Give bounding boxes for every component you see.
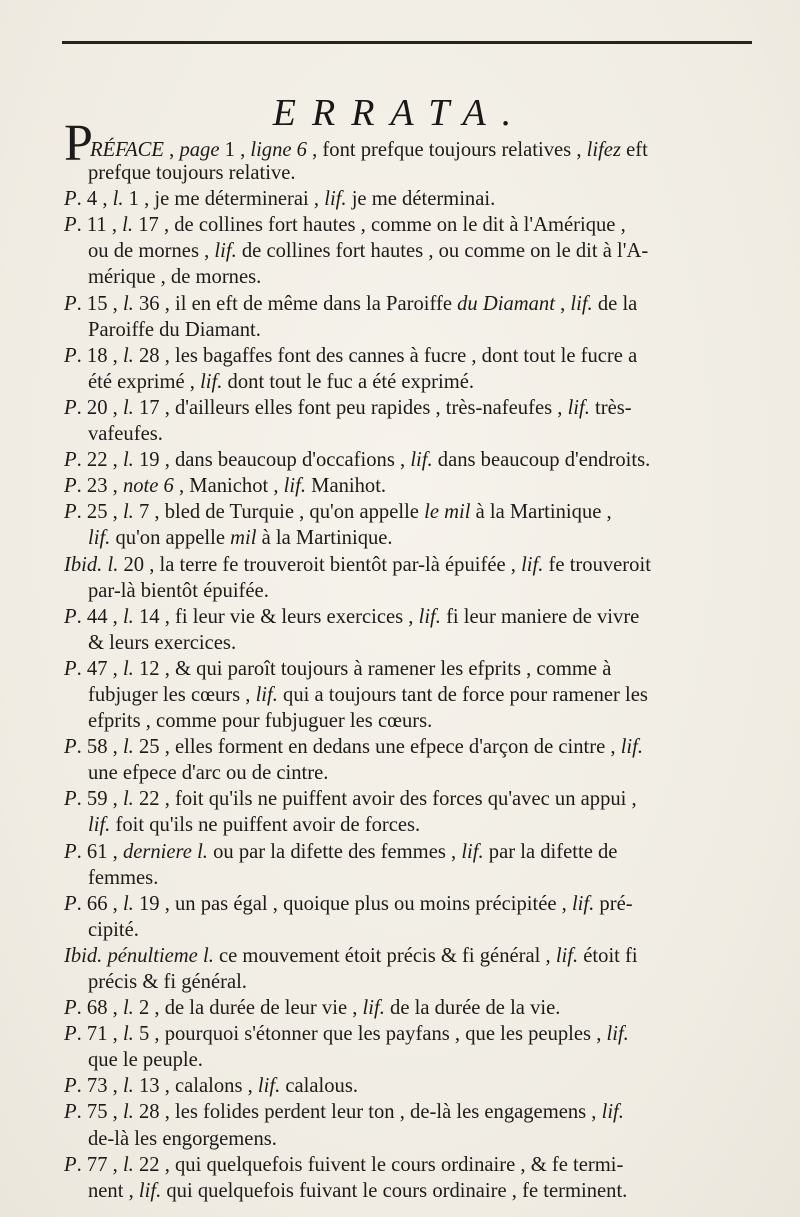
errata-text-segment: qui a toujours tant de force pour ramener les (277, 683, 648, 706)
errata-text-segment: P (64, 788, 77, 811)
errata-text-segment: eft (620, 139, 648, 161)
errata-text-segment: 17 , de collines fort hautes , comme on le dit à l'Amérique , (133, 214, 626, 237)
errata-text-segment: P (64, 997, 77, 1020)
errata-text-segment: pré- (594, 892, 633, 915)
errata-text-segment: 19 , un pas égal , quoique plus ou moins précipitée , (133, 892, 572, 915)
errata-text-segment: une efpece d'arc ou de cintre. (88, 762, 329, 785)
errata-text-segment: lif. (255, 683, 278, 706)
errata-text-segment: dans beaucoup d'endroits. (432, 449, 651, 472)
errata-text-segment: fi leur maniere de vivre (440, 605, 640, 628)
errata-text-segment: lif. (555, 944, 579, 967)
errata-text-segment: l. (122, 788, 134, 811)
errata-text-segment: lif. (567, 396, 590, 419)
errata-line (64, 969, 764, 995)
errata-text-segment: 12 , & qui paroît toujours à ramener les efprits , comme à (133, 657, 612, 680)
errata-text-segment: 1 , je me déterminerai , (123, 188, 325, 211)
errata-line (64, 812, 764, 838)
errata-line (64, 630, 764, 656)
errata-line (64, 1073, 764, 1099)
errata-text-segment: . 20 , (76, 396, 123, 419)
errata-text-segment: de la (592, 292, 638, 315)
errata-text-segment: l. (122, 1153, 134, 1176)
drop-cap: P (64, 115, 93, 172)
errata-line (64, 943, 764, 969)
errata-line (64, 995, 764, 1021)
errata-text-segment: qui quelquefois fuivant le cours ordinaire , fe terminent. (161, 1179, 628, 1202)
errata-text-segment: lif. (418, 605, 441, 628)
errata-text-segment: que le peuple. (88, 1049, 203, 1072)
errata-text-segment: lif. (257, 1075, 281, 1098)
errata-text-segment: P (64, 736, 77, 759)
errata-line (64, 473, 764, 499)
errata-text-segment: P (64, 1153, 77, 1176)
errata-text-segment: prefque toujours relative. (88, 162, 296, 185)
errata-text (64, 115, 764, 1204)
errata-text-segment: lif. (214, 240, 237, 263)
errata-line (64, 395, 764, 421)
errata-text-segment: lif. (88, 527, 111, 550)
errata-text-segment: Ibid. (64, 553, 103, 576)
errata-text-segment: RÉFACE (90, 139, 164, 161)
errata-text-segment: P (64, 501, 77, 524)
errata-line (64, 865, 764, 891)
errata-text-segment: l. (122, 449, 134, 472)
errata-text-segment: & leurs exercices. (88, 631, 237, 654)
errata-text-segment: de la durée de la vie. (384, 997, 561, 1020)
errata-text-segment: mil (230, 527, 257, 550)
errata-text-segment: dont tout le fuc a été exprimé. (222, 370, 475, 393)
errata-text-segment: lif. (601, 1101, 624, 1124)
errata-text-segment: efprits , comme pour fubjuguer les cœurs. (88, 710, 433, 733)
errata-text-segment: étoit fi (578, 944, 638, 967)
errata-text-segment: ou par la difette des femmes , (207, 840, 462, 863)
errata-text-segment: 20 , la terre fe trouveroit bientôt par-là épuifée , (118, 553, 522, 576)
errata-text-segment: vafeufes. (88, 423, 163, 446)
errata-text-segment: . 71 , (76, 1023, 123, 1046)
errata-text-segment: . 15 , (76, 292, 123, 315)
errata-text-segment: 2 , de la durée de leur vie , (133, 997, 363, 1020)
errata-text-segment: . 77 , (76, 1153, 123, 1176)
errata-text-segment: lif. (620, 736, 644, 759)
errata-text-segment: l. (122, 1023, 134, 1046)
errata-text-segment: l. (122, 501, 134, 524)
errata-text-segment: l. (122, 736, 134, 759)
errata-text-segment: par-là bientôt épuifée. (88, 579, 269, 602)
errata-text-segment: cipité. (88, 918, 139, 941)
errata-line (64, 917, 764, 943)
errata-text-segment: l. (122, 292, 134, 315)
errata-text-segment: . 66 , (76, 892, 123, 915)
errata-line (64, 499, 764, 525)
errata-text-segment: l. (122, 997, 134, 1020)
errata-text-segment: lif. (521, 553, 544, 576)
errata-line (64, 291, 764, 317)
errata-text-segment: P (64, 188, 77, 211)
errata-text-segment: mérique , de mornes. (88, 266, 262, 289)
errata-text-segment: lif. (283, 475, 306, 498)
errata-text-segment: 22 , qui quelquefois fuivent le cours ordinaire , & fe termi- (133, 1153, 624, 1176)
errata-text-segment: . 47 , (76, 657, 123, 680)
errata-text-segment: Ibid. pénultieme l. (64, 944, 214, 967)
errata-line (64, 369, 764, 395)
errata-text-segment: lif. (88, 814, 111, 837)
errata-text-segment: l. (112, 188, 124, 211)
errata-line (64, 343, 764, 369)
errata-text-segment: . 59 , (76, 788, 123, 811)
errata-text-segment: lif. (570, 292, 593, 315)
errata-text-segment: l. (122, 1101, 134, 1124)
errata-line (64, 186, 764, 212)
errata-text-segment: P (64, 840, 77, 863)
errata-text-segment: du Diamant (457, 292, 555, 315)
errata-text-segment: 13 , calalons , (133, 1075, 258, 1098)
errata-line (64, 708, 764, 734)
errata-line (64, 1126, 764, 1152)
errata-line (64, 421, 764, 447)
errata-text-segment: . 18 , (76, 344, 123, 367)
errata-text-segment: . 11 , (76, 214, 123, 237)
errata-text-segment: 28 , les folides perdent leur ton , de-là les engagemens , (133, 1101, 602, 1124)
errata-text-segment: 36 , il en eft de même dans la Paroiffe (133, 292, 458, 315)
top-rule (62, 41, 752, 44)
errata-text-segment: lif. (362, 997, 385, 1020)
errata-text-segment: qu'on appelle (110, 527, 231, 550)
errata-text-segment: l. (122, 214, 134, 237)
errata-text-segment: , Manichot , (173, 475, 284, 498)
errata-line (64, 552, 764, 578)
errata-text-segment: P (64, 344, 77, 367)
errata-text-segment: je me déterminai. (346, 188, 496, 211)
errata-text-segment: été exprimé , (88, 370, 201, 393)
errata-text-segment: Paroiffe du Diamant. (88, 318, 261, 341)
errata-line (64, 447, 764, 473)
errata-text-segment: P (64, 292, 77, 315)
errata-text-segment: . 22 , (76, 449, 123, 472)
errata-line (64, 891, 764, 917)
errata-text-segment: fe trouveroit (543, 553, 651, 576)
errata-text-segment: 22 , foit qu'ils ne puiffent avoir des forces qu'avec un appui , (133, 788, 637, 811)
errata-text-segment: . 73 , (76, 1075, 123, 1098)
errata-text-segment: P (64, 605, 77, 628)
errata-line (64, 604, 764, 630)
errata-text-segment: précis & fi général. (88, 971, 247, 993)
errata-text-segment: fubjuger les cœurs , (88, 683, 256, 706)
errata-text-segment: lif. (606, 1023, 629, 1046)
errata-text-segment: P (64, 657, 77, 680)
errata-text-segment: l. (122, 605, 134, 628)
errata-text-segment: lif. (324, 188, 347, 211)
errata-text-segment: 19 , dans beaucoup d'occafions , (133, 449, 411, 472)
errata-text-segment: le mil (424, 501, 471, 524)
errata-line (64, 578, 764, 604)
errata-text-segment: , (554, 292, 571, 315)
errata-text-segment: foit qu'ils ne puiffent avoir de forces. (110, 814, 421, 837)
errata-text-segment: . 25 , (76, 501, 123, 524)
errata-line (64, 760, 764, 786)
errata-text-segment: P (64, 475, 77, 498)
errata-text-segment: l. (122, 892, 134, 915)
errata-line (64, 238, 764, 264)
errata-text-segment: à la Martinique , (470, 501, 612, 524)
errata-line (64, 839, 764, 865)
errata-text-segment: , (163, 139, 180, 161)
errata-text-segment: ligne 6 (250, 139, 307, 161)
errata-text-segment: Manihot. (306, 475, 387, 498)
errata-line (64, 115, 764, 172)
errata-line (64, 1021, 764, 1047)
errata-text-segment: 5 , pourquoi s'étonner que les payfans , que les peuples , (133, 1023, 607, 1046)
errata-line (64, 264, 764, 290)
errata-text-segment: . 61 , (76, 840, 123, 863)
errata-text-segment: lifez (586, 139, 621, 161)
errata-text-segment: lif. (138, 1179, 162, 1202)
errata-text-segment: très- (589, 396, 632, 419)
errata-text-segment: l. (107, 553, 119, 576)
errata-text-segment: 7 , bled de Turquie , qu'on appelle (133, 501, 425, 524)
errata-text-segment: de-là les engorgemens. (88, 1127, 277, 1150)
errata-text-segment: 25 , elles forment en dedans une efpece d'arçon de cintre , (133, 736, 621, 759)
errata-line (64, 656, 764, 682)
errata-text-segment: lif. (410, 449, 433, 472)
errata-line (64, 525, 764, 551)
page-title: ERRATA. (272, 92, 528, 135)
errata-line (64, 786, 764, 812)
errata-text-segment: P (64, 214, 77, 237)
errata-text-segment: . 68 , (76, 997, 123, 1020)
errata-text-segment: l. (122, 396, 134, 419)
errata-text-segment: P (64, 892, 77, 915)
errata-text-segment: . 23 , (76, 475, 123, 498)
errata-text-segment: . 44 , (76, 605, 123, 628)
errata-line (64, 212, 764, 238)
errata-text-segment: femmes. (88, 866, 159, 889)
errata-text-segment: P (64, 449, 77, 472)
errata-text-segment: lif. (571, 892, 595, 915)
errata-text-segment: l. (122, 344, 134, 367)
errata-line (64, 1178, 764, 1204)
errata-text-segment: P (64, 396, 77, 419)
errata-text-segment: lif. (200, 370, 223, 393)
errata-text-segment: note 6 (122, 475, 174, 498)
errata-text-segment: nent , (88, 1179, 139, 1202)
errata-text-segment: P (64, 1023, 77, 1046)
errata-line (64, 1047, 764, 1073)
errata-text-segment: ou de mornes , (88, 240, 215, 263)
errata-text-segment: P (64, 1101, 77, 1124)
errata-text-segment: derniere l. (122, 840, 208, 863)
errata-text-segment: l. (122, 1075, 134, 1098)
errata-line (64, 682, 764, 708)
errata-text-segment: ce mouvement étoit précis & fi général , (213, 944, 556, 967)
errata-line (64, 317, 764, 343)
errata-text-segment: . 4 , (76, 188, 113, 211)
errata-line (64, 1099, 764, 1125)
errata-text-segment: , font prefque toujours relatives , (306, 139, 587, 161)
errata-text-segment: . 75 , (76, 1101, 123, 1124)
errata-text-segment: . 58 , (76, 736, 123, 759)
errata-text-segment: calalous. (280, 1075, 359, 1098)
errata-text-segment: 28 , les bagaffes font des cannes à fucre , dont tout le fucre a (133, 344, 638, 367)
errata-text-segment: de collines fort hautes , ou comme on le dit à l'A- (236, 240, 649, 263)
errata-text-segment: 14 , fi leur vie & leurs exercices , (133, 605, 419, 628)
errata-text-segment: lif. (461, 840, 484, 863)
errata-text-segment: l. (122, 657, 134, 680)
errata-line (64, 160, 764, 186)
errata-line (64, 1152, 764, 1178)
errata-text-segment: par la difette de (483, 840, 618, 863)
errata-text-segment: 17 , d'ailleurs elles font peu rapides , très-nafeufes , (133, 396, 568, 419)
errata-text-segment: page (179, 139, 220, 161)
errata-text-segment: P (64, 1075, 77, 1098)
errata-line (64, 734, 764, 760)
errata-text-segment: 1 , (219, 139, 251, 161)
errata-text-segment: à la Martinique. (256, 527, 393, 550)
